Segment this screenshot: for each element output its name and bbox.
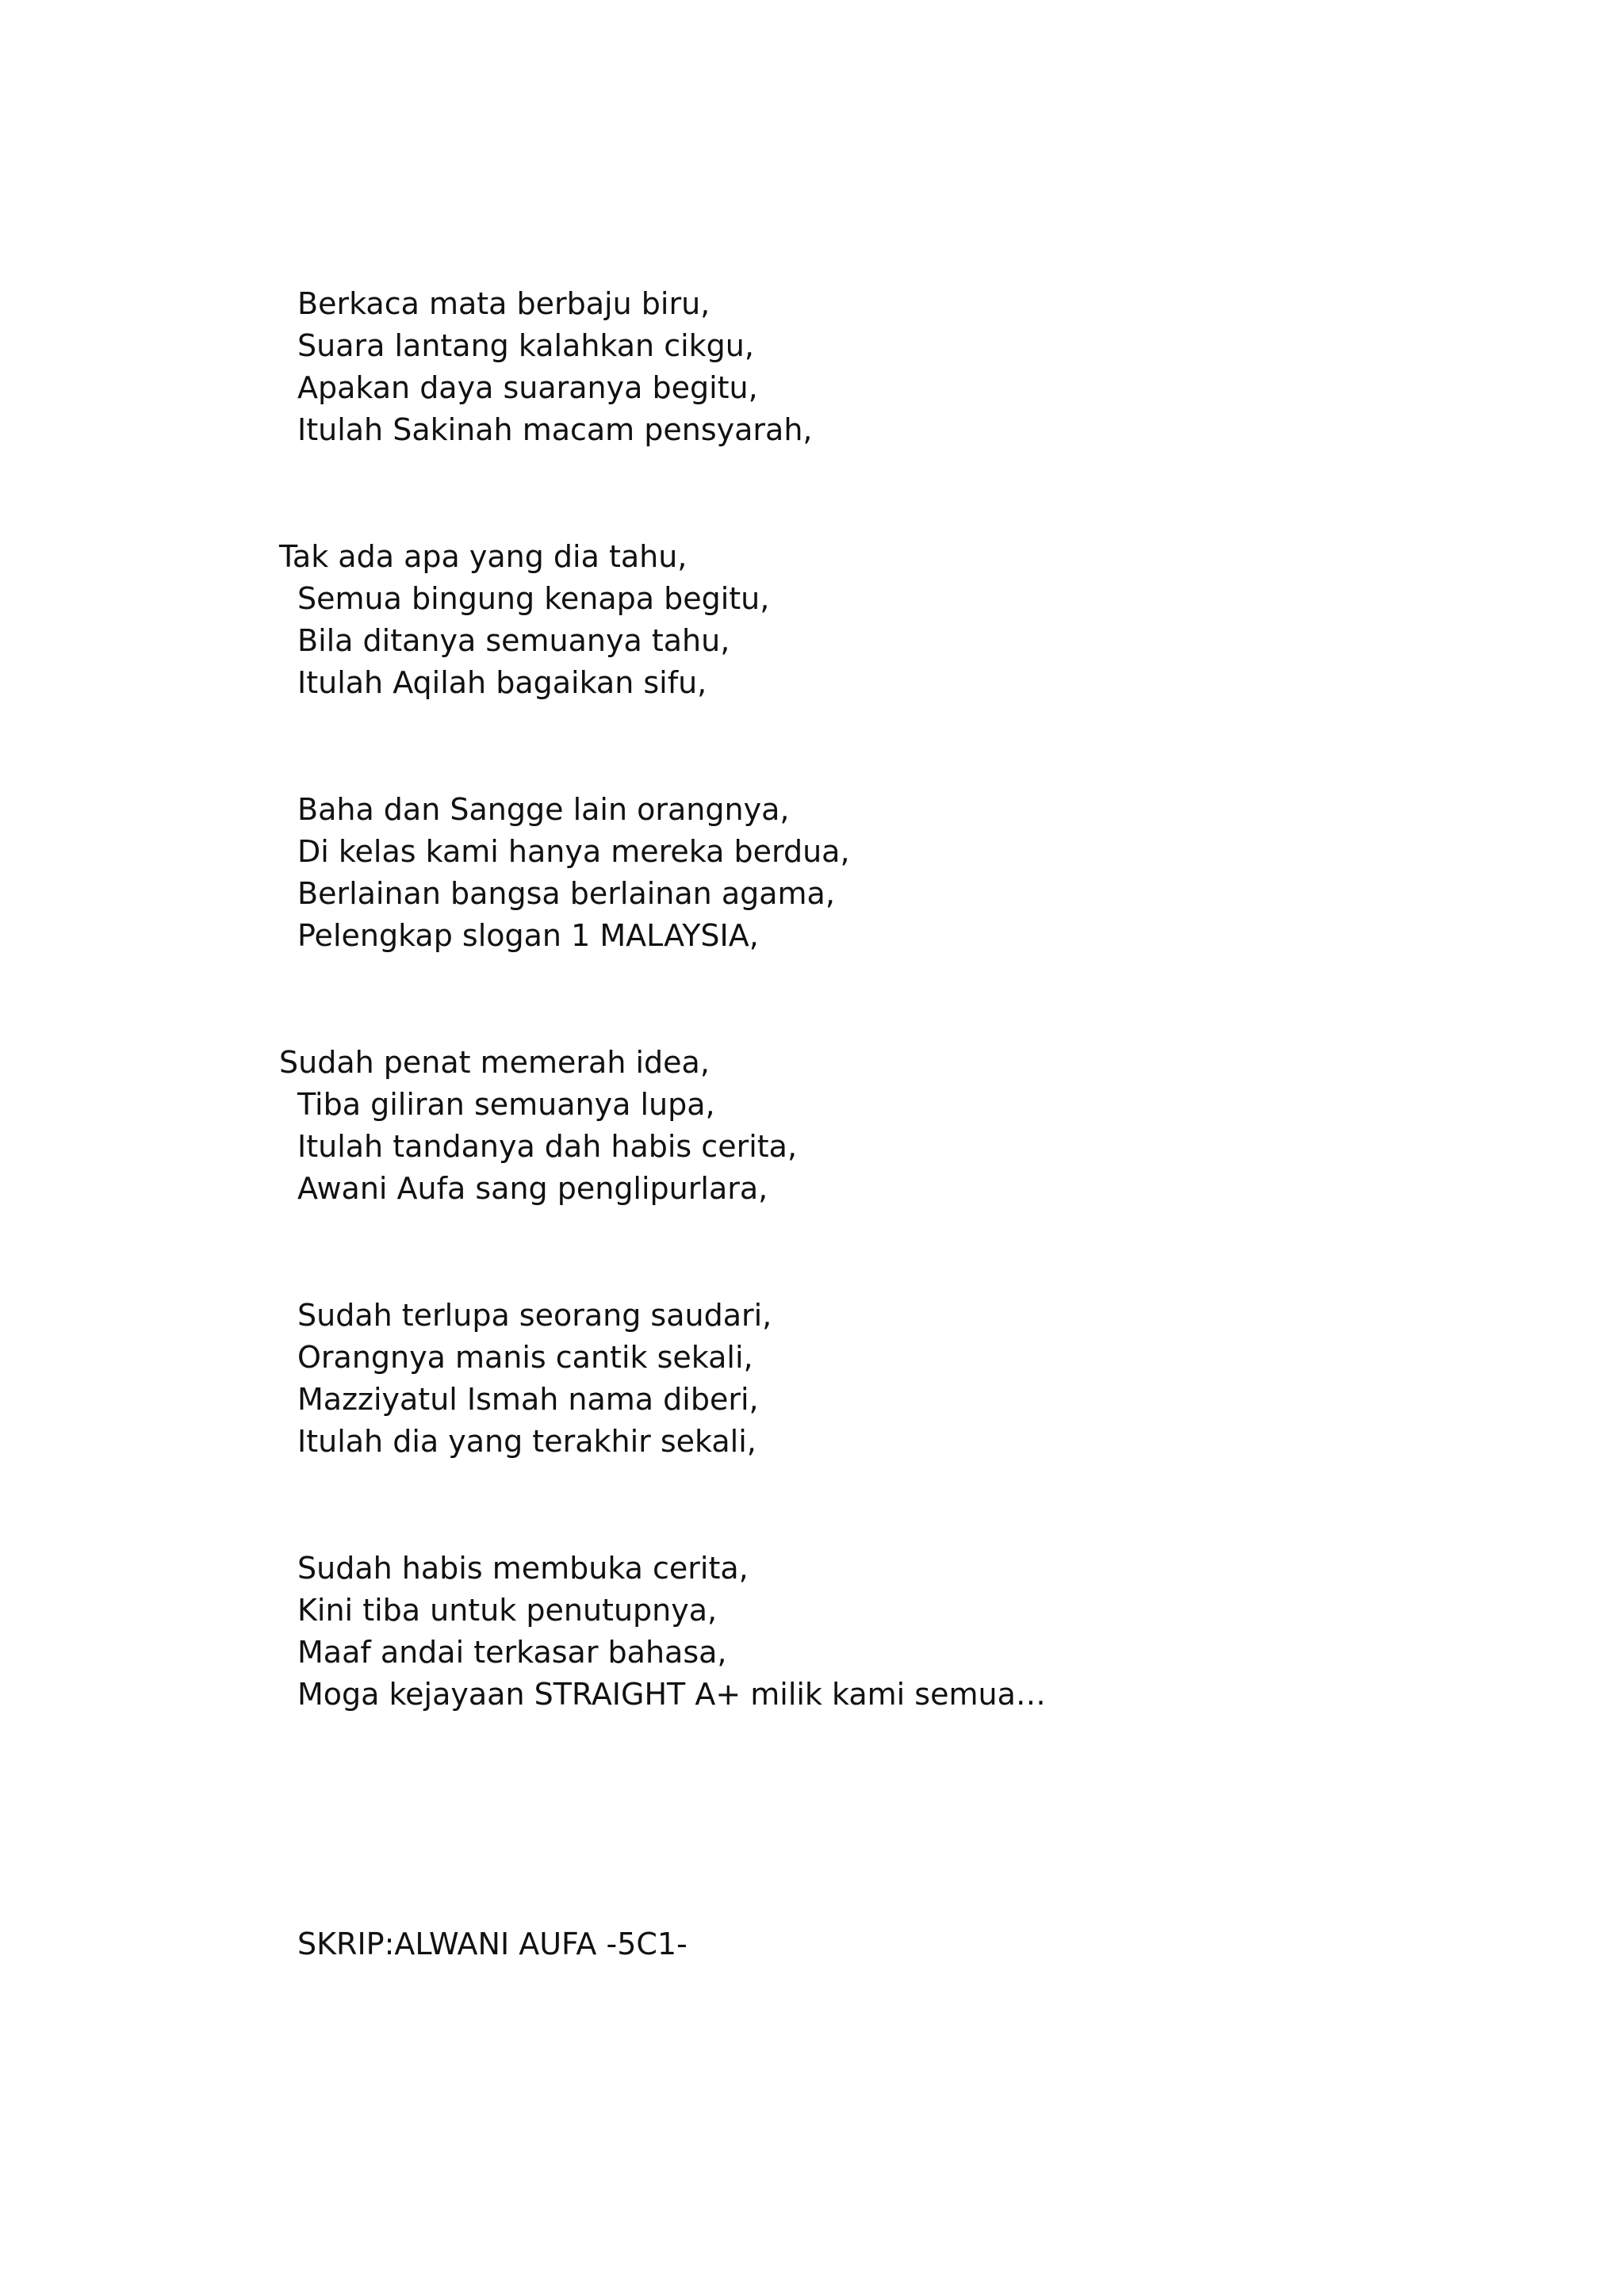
verse-line: Apakan daya suaranya begitu, [297, 370, 758, 405]
verse-line: Itulah dia yang terakhir sekali, [297, 1424, 756, 1459]
verse-line: Maaf andai terkasar bahasa, [297, 1635, 727, 1670]
script-credit: SKRIP:ALWANI AUFA -5C1- [297, 1927, 688, 1961]
verse-line: Sudah terlupa seorang saudari, [297, 1298, 772, 1333]
verse-line: Awani Aufa sang penglipurlara, [297, 1171, 768, 1206]
verse-line: Tak ada apa yang dia tahu, [279, 539, 688, 574]
verse-line: Di kelas kami hanya mereka berdua, [297, 834, 850, 869]
verse-line: Tiba giliran semuanya lupa, [297, 1087, 715, 1122]
verse-line: Sudah penat memerah idea, [279, 1045, 710, 1080]
verse-line: Moga kejayaan STRAIGHT A+ milik kami semua… [297, 1677, 1046, 1712]
verse-line: Itulah Sakinah macam pensyarah, [297, 412, 813, 447]
verse-line: Itulah tandanya dah habis cerita, [297, 1129, 798, 1164]
verse-line: Baha dan Sangge lain orangnya, [297, 792, 790, 827]
verse-line: Bila ditanya semuanya tahu, [297, 623, 730, 658]
verse-line: Pelengkap slogan 1 MALAYSIA, [297, 918, 759, 953]
verse-line: Suara lantang kalahkan cikgu, [297, 328, 754, 363]
verse-line: Itulah Aqilah bagaikan sifu, [297, 665, 707, 700]
verse-line: Berkaca mata berbaju biru, [297, 286, 710, 321]
verse-line: Orangnya manis cantik sekali, [297, 1340, 753, 1375]
verse-line: Mazziyatul Ismah nama diberi, [297, 1382, 759, 1417]
verse-line: Sudah habis membuka cerita, [297, 1551, 749, 1586]
verse-line: Berlainan bangsa berlainan agama, [297, 876, 835, 911]
verse-line: Kini tiba untuk penutupnya, [297, 1593, 718, 1628]
verse-line: Semua bingung kenapa begitu, [297, 581, 770, 616]
